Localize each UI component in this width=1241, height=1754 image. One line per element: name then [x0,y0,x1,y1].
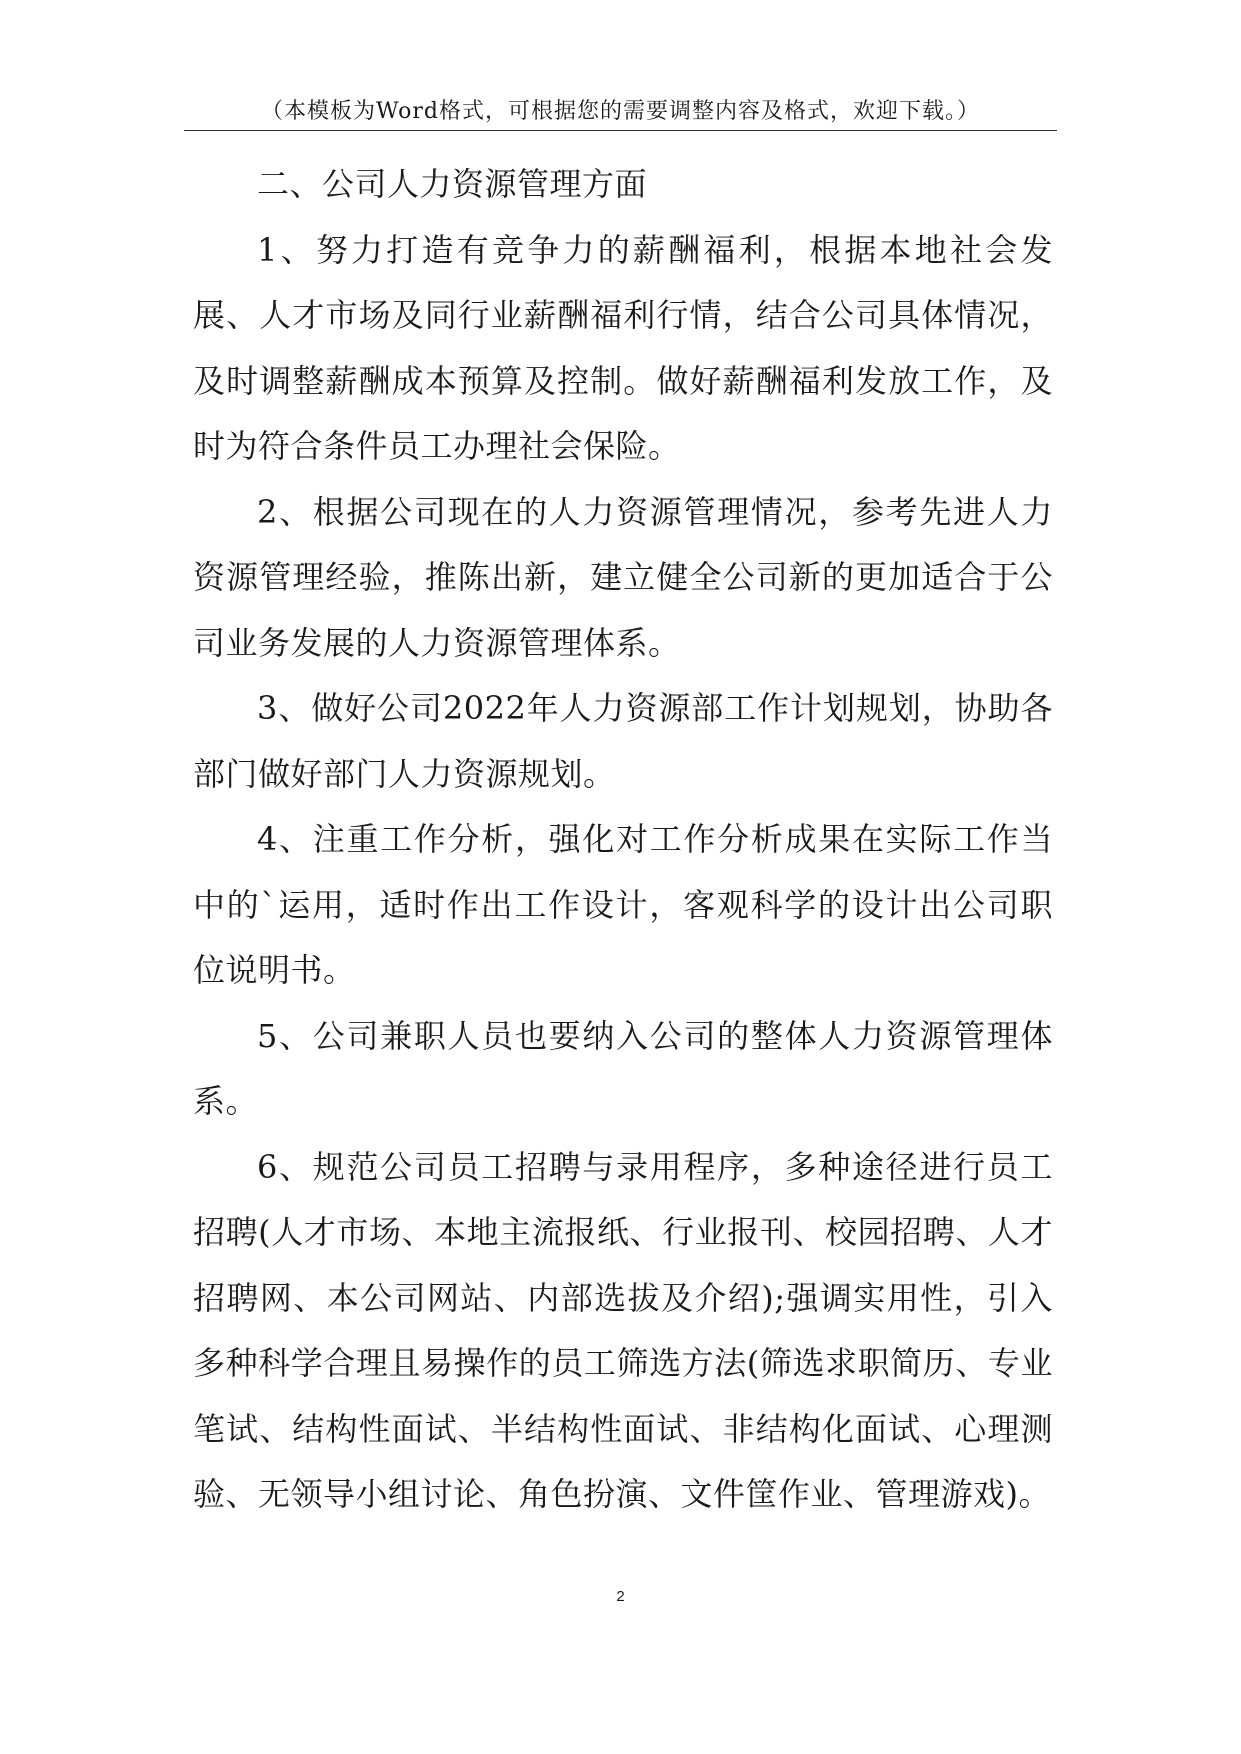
paragraph-4: 4、注重工作分析，强化对工作分析成果在实际工作当中的`运用，适时作出工作设计，客观科学的设计出公司职位说明书。 [193,820,1053,989]
template-note-header: （本模板为Word格式，可根据您的需要调整内容及格式，欢迎下载。） [261,99,980,124]
header-divider [184,130,1057,131]
paragraph-3: 3、做好公司2022年人力资源部工作计划规划，协助各部门做好部门人力资源规划。 [193,689,1053,793]
section-heading: 二、公司人力资源管理方面 [257,165,648,203]
page-number: 2 [616,1588,625,1605]
paragraph-5: 5、公司兼职人员也要纳入公司的整体人力资源管理体系。 [193,1016,1053,1120]
paragraph-1: 1、努力打造有竞争力的薪酬福利，根据本地社会发展、人才市场及同行业薪酬福利行情，结合公司具体情况，及时调整薪酬成本预算及控制。做好薪酬福利发放工作，及时为符合条件员工办理社会保险。 [193,230,1053,465]
paragraph-6: 6、规范公司员工招聘与录用程序，多种途径进行员工招聘(人才市场、本地主流报纸、行业报刊、校园招聘、人才招聘网、本公司网站、内部选拔及介绍);强调实用性，引入多种科学合理且易操作的员工筛选方法(筛选求职简历、专业笔试、结构性面试、半结构性面试、非结构化面试、心理测验、无领导小组讨论、角色扮演、文件筐作业、管理游戏)。 [193,1147,1053,1513]
paragraph-2: 2、根据公司现在的人力资源管理情况，参考先进人力资源管理经验，推陈出新，建立健全公司新的更加适合于公司业务发展的人力资源管理体系。 [193,492,1053,662]
document-body [193,152,1053,1528]
